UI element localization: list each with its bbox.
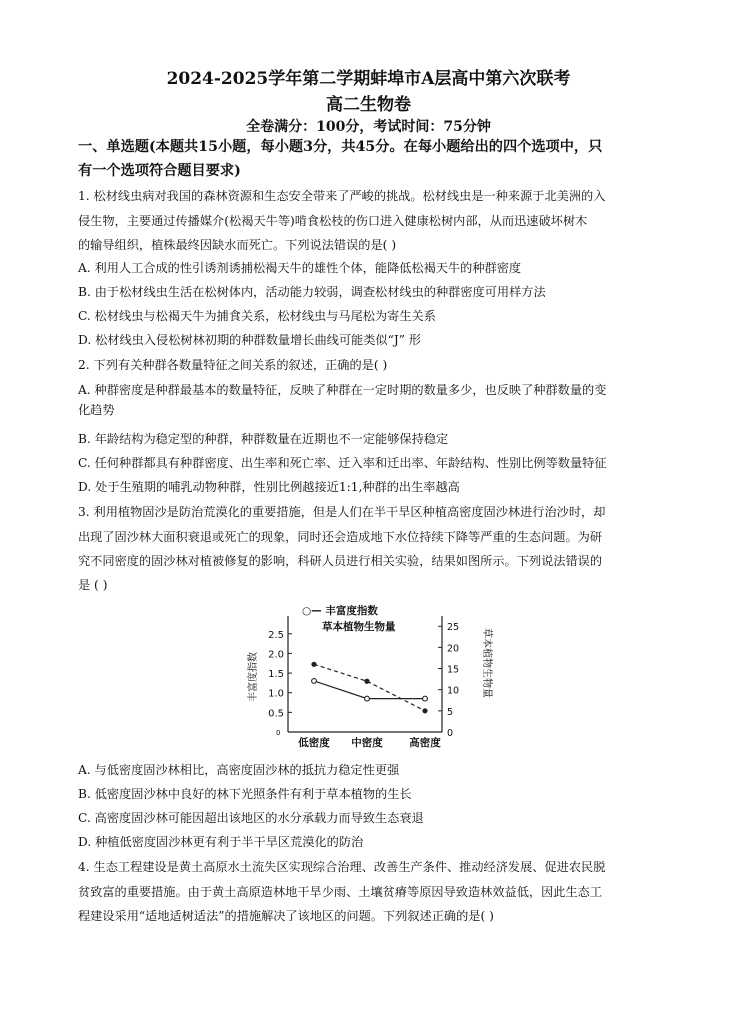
origin-label: 0 (276, 729, 281, 737)
series-line-2 (314, 664, 425, 711)
q1-option-c: C. 松材线虫与松褐天牛为捕食关系，松材线虫与马尾松为寄生关系 (78, 309, 436, 323)
y-tick-label-left: 0.5 (268, 708, 284, 720)
legend-entry-2: 草本植物生物量 (322, 621, 396, 633)
q3-stem-line: 3. 利用植物固沙是防治荒漠化的重要措施，但是人们在半干旱区种植高密度固沙林进行治沙时，却 (78, 505, 606, 519)
y-tick-label-right: 20 (447, 643, 460, 655)
q2-option-a: A. 种群密度是种群最基本的数量特征，反映了种群在一定时期的数量多少，也反映了种群数量的变 (78, 383, 607, 397)
q3-line-chart (240, 600, 500, 750)
y-tick-label-right: 0 (447, 728, 454, 739)
q1-stem-line: 1. 松材线虫病对我国的森林资源和生态安全带来了严峻的挑战。松材线虫是一种来源于北美洲的入 (78, 189, 606, 203)
chart-svg (240, 600, 500, 750)
y-tick-label-left: 2.0 (268, 649, 284, 661)
q3-stem-line: 是 ( ) (78, 578, 108, 592)
q1-option-b: B. 由于松材线虫生活在松树体内，活动能力较弱，调查松材线虫的种群密度可用样方法 (78, 285, 546, 299)
q3-option-a: A. 与低密度固沙林相比，高密度固沙林的抵抗力稳定性更强 (78, 763, 400, 777)
x-tick-label: 低密度 (298, 737, 330, 749)
data-point (312, 679, 317, 684)
q1-option-a: A. 利用人工合成的性引诱剂诱捕松褐天牛的雄性个体，能降低松褐天牛的种群密度 (78, 261, 522, 275)
x-tick-label: 中密度 (351, 737, 383, 749)
q4-stem-line: 程建设采用“适地适树适法”的措施解决了该地区的问题。下列叙述正确的是( ) (78, 909, 494, 923)
q3-option-b: B. 低密度固沙林中良好的林下光照条件有利于草本植物的生长 (78, 787, 412, 801)
q4-stem-line: 4. 生态工程建设是黄土高原水土流失区实现综合治理、改善生产条件、推动经济发展、促进农民脱 (78, 860, 606, 874)
data-point (423, 696, 428, 701)
q2-option-b: B. 年龄结构为稳定型的种群，种群数量在近期也不一定能够保持稳定 (78, 432, 449, 446)
q4-stem-line: 贫致富的重要措施。由于黄土高原造林地干旱少雨、土壤贫瘠等原因导致造林效益低，因此生态工 (78, 885, 603, 899)
q1-stem-line: 的输导组织，植株最终因缺水而死亡。下列说法错误的是( ) (78, 238, 397, 252)
q3-option-c: C. 高密度固沙林可能因超出该地区的水分承载力而导致生态衰退 (78, 811, 424, 825)
y-tick-label-left: 2.5 (268, 629, 284, 641)
y-tick-label-right: 10 (447, 685, 460, 697)
section-heading-cont: 有一个选项符合题目要求) (78, 163, 241, 179)
y-tick-label-right: 15 (447, 664, 460, 676)
legend-entry-1: ○— 丰富度指数 (302, 605, 378, 617)
y-tick-label-right: 25 (447, 622, 460, 634)
y-tick-label-left: 1.5 (268, 669, 284, 681)
data-point (311, 662, 316, 667)
y-tick-label-left: 1.0 (268, 688, 284, 700)
q2-option-c: C. 任何种群都具有种群密度、出生率和死亡率、迁入率和迁出率、年龄结构、性别比例等数量特征 (78, 456, 607, 470)
q2-stem: 2. 下列有关种群各数量特征之间关系的叙述，正确的是( ) (78, 358, 388, 372)
q2-option-d: D. 处于生殖期的哺乳动物种群，性别比例越接近1:1,种群的出生率越高 (78, 480, 460, 494)
q3-stem-line: 出现了固沙林大面积衰退或死亡的现象，同时还会造成地下水位持续下降等严重的生态问题。为研 (78, 530, 603, 544)
q3-option-d: D. 种植低密度固沙林更有利于半干旱区荒漠化的防治 (78, 835, 364, 849)
data-point (422, 708, 427, 713)
y-axis-title-right: 草本植物生物量 (481, 628, 492, 698)
exam-subtitle: 高二生物卷 (326, 95, 411, 115)
data-point (364, 679, 369, 684)
q2-option-a-cont: 化趋势 (78, 403, 115, 417)
section-heading: 一、单选题(本题共15小题，每小题3分，共45分。在每小题给出的四个选项中，只 (78, 139, 603, 155)
data-point (365, 696, 370, 701)
q3-stem-line: 究不同密度的固沙林对植被修复的影响，科研人员进行相关实验，结果如图所示。下列说法错误的 (78, 554, 603, 568)
exam-title: 2024-2025学年第二学期蚌埠市A层高中第六次联考 (166, 69, 571, 89)
exam-info: 全卷满分：100分，考试时间：75分钟 (246, 119, 491, 135)
y-axis-title-left: 丰富度指数 (248, 652, 259, 702)
series-line-1 (314, 681, 425, 699)
q1-option-d: D. 松材线虫入侵松树林初期的种群数量增长曲线可能类似“J” 形 (78, 333, 421, 347)
x-tick-label: 高密度 (409, 737, 441, 749)
y-tick-label-right: 5 (447, 706, 454, 718)
q1-stem-line: 侵生物，主要通过传播媒介(松褐天牛等)啃食松枝的伤口进入健康松树内部，从而迅速破坏树木 (78, 214, 588, 228)
